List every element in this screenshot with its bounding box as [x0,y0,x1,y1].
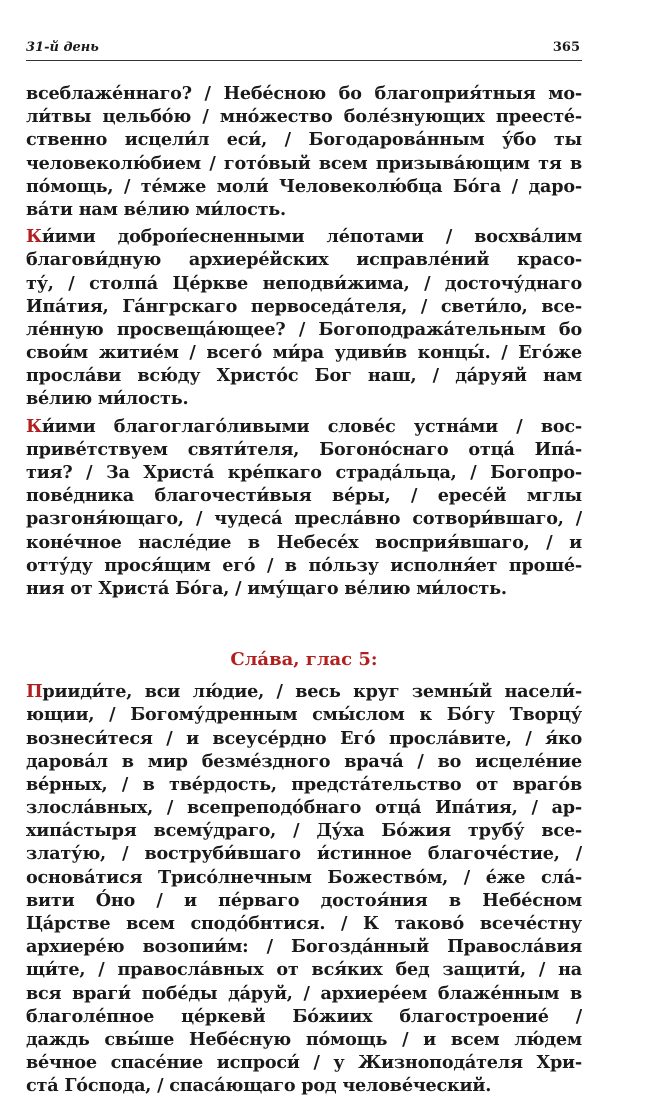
text-line [26,680,582,703]
line-text: дарова́л в мир безме́здного врача́ / во исцеле́ние [26,750,582,772]
text-line [26,1028,582,1051]
section-heading: Сла́ва, глас 5: [230,649,378,671]
text-line [26,152,582,175]
text-line [26,554,582,577]
final-paragraph [26,680,582,1097]
line-text: вити О́но / и пе́рваго достоя́ния в Небе́сном [26,889,582,911]
line-text: злату́ю, / воструби́вшаго и́стинное благоче́стие, / [26,843,582,865]
text-line [26,796,582,819]
line-text: разгоня́ющаго, / чудеса́ пресла́вно сотвори́вшаго, / [26,508,582,530]
text-line [26,531,582,554]
line-text: и́ими благоглаго́ливыми слове́с устна́ми / вос- [41,415,582,437]
text-line [26,175,582,198]
line-text: щи́те, / правосла́вных от вся́ких бед защити́, / на [26,959,582,981]
text-line [26,438,582,461]
text-line [26,866,582,889]
text-line [26,484,582,507]
text-line [26,1074,582,1097]
text-line [26,225,582,248]
line-text: рииди́те, вси лю́дие, / весь круг земны́й насели́- [42,681,582,703]
line-text: пове́дника благочести́выя ве́ры, / ересе́й мглы [26,485,582,507]
text-line [26,958,582,981]
text-line [26,415,582,438]
text-body [26,82,582,1102]
line-text: свои́м житие́м / всего́ ми́ра удиви́в концы́. / Его́же [26,342,582,364]
text-line [26,935,582,958]
line-text: ственно исцели́л еси́, / Богодарова́нным у́бо ты [26,129,582,151]
rubric-initial: К [26,226,42,248]
line-text: тия? / За Христа́ кре́пкаго страда́льца, / Богопро- [26,462,582,483]
text-line [26,105,582,128]
line-text: злосла́вных, / всепреподо́бнаго отца́ Ипа́тия, / ар- [26,797,582,819]
line-text: благови́дную архиере́йских исправле́ний красо- [26,249,582,271]
line-text: всеблаже́ннаго? / Небе́сною бо благоприя́тныя мо- [26,83,582,104]
text-line [26,819,582,842]
rubric-initial: К [26,415,42,437]
line-text: ста́ Го́спода, / спаса́ющаго род челове́ческий. [26,1075,492,1097]
line-text: ли́твы цельбо́ю / мно́жество боле́знующих преесте́- [26,106,582,128]
line-text: ющии, / Богому́дренным смы́слом к Бо́гу Творцу́ [26,704,582,726]
text-line [26,1005,582,1028]
line-text: ту́, / столпа́ Це́ркве неподви́жима, / досточу́днаго [26,272,582,294]
line-text: архиере́ю возопии́м: / Богозда́нный Правосла́вия [26,936,582,958]
text-line [26,364,582,387]
page-number: 365 [552,40,580,55]
running-title: 31-й день [26,40,99,55]
line-text: Ипа́тия, Га́нгрскаго первоседа́теля, / свети́ло, все- [26,295,582,317]
rubric-initial: П [26,681,43,703]
text-line [26,318,582,341]
line-text: вознеси́теся / и всеусе́рдно Его́ просла́вите, / я́ко [26,727,582,749]
paragraph [26,415,582,601]
text-line [26,341,582,364]
line-text: вся враги́ побе́ды да́руй, / архиере́ем блаже́нным в [26,982,582,1004]
text-line [26,889,582,912]
text-line [26,842,582,865]
paragraph [26,225,582,411]
text-line [26,982,582,1005]
text-line [26,703,582,726]
page-header [26,38,582,61]
text-line [26,461,582,484]
hymn-paragraphs [26,82,582,600]
line-text: человеколю́бием / гото́вый всем призыва́ющим тя в [26,152,582,174]
line-text: Ца́рстве всем сподо́бнтися. / К таково́ всече́стну [26,913,582,934]
line-text: и́ими доброп́есненными ле́потами / восхва́лим [41,226,582,248]
text-line [26,295,582,318]
text-line [26,128,582,151]
line-text: ле́нную просвеща́ющее? / Богоподража́тельным бо [26,318,582,340]
paragraph [26,680,582,1097]
line-text: отту́ду прося́щим его́ / в по́льзу исполня́ет проше́- [26,554,582,576]
line-text: ния от Христа́ Бо́га, / иму́щаго ве́лию ми́лость. [26,577,507,599]
line-text: приве́тствуем святи́теля, Богоно́снаго отца́ Ипа́- [26,438,582,460]
text-line [26,727,582,750]
line-text: ве́чное спасе́ние испроси́ / у Жизнопода́теля Хри- [26,1052,582,1074]
text-line [26,577,582,600]
text-line [26,82,582,105]
line-text: ва́ти нам ве́лию ми́лость. [26,198,286,220]
text-line [26,1051,582,1074]
text-line [26,272,582,295]
line-text: по́мощь, / те́мже моли́ Человеколю́бца Бо́га / даро- [26,175,582,197]
line-text: благоле́пное це́ркевй Бо́жиих благостроение́ / [26,1005,582,1027]
line-text: коне́чное насле́дие в Небесе́х восприя́вшаго, / и [26,531,582,553]
paragraph [26,82,582,221]
section-gap [26,604,582,648]
line-text: даждь свы́ше Небе́сную по́мощь / и всем лю́дем [26,1028,582,1050]
line-text: хипа́стыря всему́драго, / Ду́ха Бо́жия трубу́ все- [26,820,582,842]
text-line [26,507,582,530]
text-line [26,248,582,271]
text-line [26,198,582,221]
text-line [26,387,582,410]
line-text: ве́лию ми́лость. [26,388,189,410]
text-line [26,750,582,773]
line-text: ве́рных, / в тве́рдость, предста́тельство от враго́в [26,773,582,795]
text-line [26,773,582,796]
line-text: основа́тися Трисо́лнечным Божество́м, / е́же сла́- [26,866,582,888]
line-text: просла́ви всю́ду Христо́с Бог наш, / да́руяй нам [26,365,582,387]
text-line [26,912,582,935]
